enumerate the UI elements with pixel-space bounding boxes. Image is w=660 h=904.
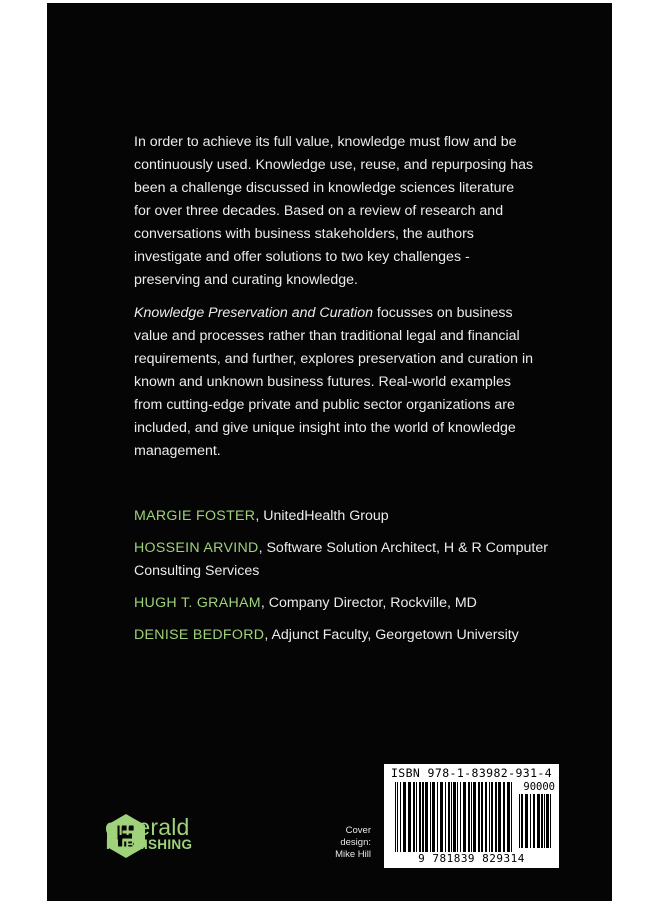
barcode-bar [537, 794, 540, 848]
author-list [134, 505, 554, 656]
barcode-bar [489, 782, 490, 852]
barcode-bar [403, 782, 406, 852]
barcode-bar [451, 782, 452, 852]
barcode-bar [530, 794, 531, 848]
barcode-bar [400, 782, 401, 852]
author-entry [134, 505, 554, 528]
barcode-bar [422, 782, 424, 852]
barcode-bar [471, 782, 472, 852]
blurb [134, 131, 534, 473]
isbn-barcode [384, 764, 559, 868]
price-code: 90000 [523, 781, 555, 793]
barcode-bar [546, 794, 549, 848]
barcode-bar [511, 782, 512, 852]
barcode-bar [519, 794, 520, 848]
barcode-bar [525, 794, 528, 848]
barcode-bar [541, 794, 543, 848]
credit-line: Mike Hill [335, 849, 371, 860]
credit-line: Cover [345, 825, 371, 836]
author-name: DENISE BEDFORD [134, 627, 265, 643]
barcode-bar [416, 782, 417, 852]
barcode-bar [440, 782, 443, 852]
publisher-subname: PUBLISHING [106, 837, 193, 852]
barcode-bar [460, 782, 461, 852]
barcode-bar [448, 782, 450, 852]
blurb-paragraph-1: In order to achieve its full value, knowledge must flow and be continuously used. Knowledge use, reuse, and repurposing has been a challenge discussed in knowledge sciences literature for over three decades. Based on a review of research and conversations with business stakeholders, the authors investigate and offer solutions to two key challenges - preserving and curating knowledge. [134, 134, 534, 288]
barcode-bar [481, 782, 483, 852]
barcode-bar [550, 794, 551, 848]
barcode-bar [491, 782, 493, 852]
barcode-bars [394, 782, 514, 854]
credit-line: design: [340, 837, 371, 848]
isbn-label: ISBN 978-1-83982-931-4 [390, 766, 553, 780]
barcode-bar [495, 782, 497, 852]
barcode-bar [533, 794, 535, 848]
back-cover [47, 3, 612, 901]
book-title: Knowledge Preservation and Curation [134, 305, 373, 321]
author-name: MARGIE FOSTER [134, 508, 256, 524]
barcode-bar [397, 782, 398, 852]
barcode-bar [425, 782, 428, 852]
author-affiliation: , Company Director, Rockville, MD [260, 595, 477, 611]
barcode-bar [503, 782, 505, 852]
barcode-bar [473, 782, 476, 852]
blurb-paragraph-2 [134, 302, 534, 463]
barcode-bar [453, 782, 456, 852]
publisher-name: emerald [105, 814, 190, 840]
barcode-bar [468, 782, 470, 852]
barcode-bar [544, 794, 545, 848]
price-barcode-bars [518, 794, 556, 850]
barcode-bar [478, 782, 480, 852]
blurb-paragraph-2-text: focusses on business value and processes rather than traditional legal and financial requirements, and further, explores preservation and curation in known and unknown business futures. Real-world examples from cutting-edge private and public sector organizations are included, and give unique insight into the world of knowledge management. [134, 305, 534, 459]
barcode-bar [507, 782, 510, 852]
barcode-bar [437, 782, 438, 852]
barcode-bar [413, 782, 415, 852]
barcode-bar [408, 782, 411, 852]
barcode-bar [432, 782, 435, 852]
author-entry [134, 624, 554, 647]
barcode-bar [419, 782, 421, 852]
author-name: HUGH T. GRAHAM [134, 595, 261, 611]
barcode-bar [395, 782, 396, 852]
author-name: HOSSEIN ARVIND [134, 540, 259, 556]
barcode-bar [445, 782, 446, 852]
cover-credit [315, 825, 371, 861]
barcode-bar [463, 782, 466, 852]
barcode-bar [485, 782, 487, 852]
author-entry [134, 592, 554, 615]
author-affiliation: , UnitedHealth Group [255, 508, 389, 524]
barcode-bar [521, 794, 523, 848]
author-affiliation: , Adjunct Faculty, Georgetown University [264, 627, 519, 643]
barcode-bar [430, 782, 431, 852]
barcode-digits: 9 781839 829314 [418, 852, 525, 865]
author-affiliation: , Software Solution Architect, H & R Computer Consulting Services [134, 540, 548, 579]
author-entry [134, 537, 554, 583]
barcode-bar [457, 782, 458, 852]
barcode-bar [498, 782, 501, 852]
